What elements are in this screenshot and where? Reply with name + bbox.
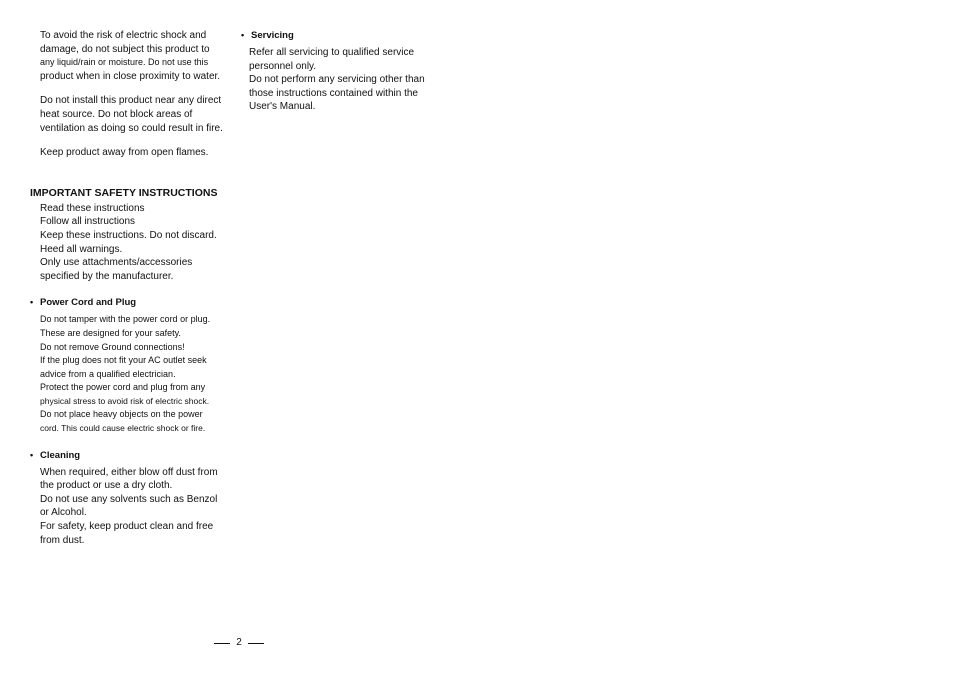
servicing-text [249, 46, 436, 114]
intro-paragraph-2 [40, 94, 230, 135]
section-title: Cleaning [40, 449, 81, 461]
text-line: Do not remove Ground connections! [40, 341, 185, 352]
bullet-icon: • [241, 30, 245, 40]
servicing-heading [241, 29, 436, 42]
intro-paragraph-3 [40, 146, 230, 160]
cleaning-text [40, 466, 230, 548]
text-line: advice from a qualified electrician. [40, 368, 176, 379]
left-column [30, 29, 230, 547]
page-number-text: 2 [236, 637, 242, 648]
text-line: Protect the power cord and plug from any [40, 382, 206, 393]
text-line: Do not perform any servicing other than [249, 74, 425, 86]
power-cord-text [40, 313, 230, 435]
text-line: specified by the manufacturer. [40, 270, 174, 282]
cleaning-heading [30, 449, 230, 462]
right-column [241, 29, 436, 114]
text-line: Heed all warnings. [40, 243, 123, 255]
text-line: Read these instructions [40, 202, 145, 214]
text-line: User's Manual. [249, 101, 316, 113]
intro-paragraph-1 [40, 29, 230, 83]
text-line: from dust. [40, 534, 85, 546]
text-line: product when in close proximity to water. [40, 70, 221, 82]
text-line: Follow all instructions [40, 216, 136, 228]
text-line: any liquid/rain or moisture. Do not use this [40, 57, 209, 68]
section-title: Power Cord and Plug [40, 297, 137, 309]
safety-heading: IMPORTANT SAFETY INSTRUCTIONS [30, 186, 218, 199]
text-line: heat source. Do not block areas of [40, 108, 193, 120]
text-line: or Alcohol. [40, 507, 87, 519]
page-number [213, 636, 265, 650]
bullet-icon: • [30, 449, 34, 460]
text-line: cord. This could cause electric shock or fire. [40, 423, 206, 434]
text-line: For safety, keep product clean and free [40, 521, 214, 533]
page-rule-left [214, 643, 230, 644]
text-line: those instructions contained within the [249, 87, 418, 99]
text-line: Do not install this product near any direct [40, 95, 222, 107]
text-line: Do not tamper with the power cord or plug. [40, 314, 211, 325]
text-line: Do not place heavy objects on the power [40, 409, 203, 420]
text-line: ventilation as doing so could result in fire. [40, 122, 223, 134]
text-line: When required, either blow off dust from [40, 466, 218, 478]
safety-list [40, 202, 230, 284]
text-line: physical stress to avoid risk of electric shock. [40, 395, 210, 406]
text-line: Keep product away from open flames. [40, 147, 209, 159]
page-rule-right [248, 643, 264, 644]
power-cord-heading [30, 296, 230, 309]
text-line: damage, do not subject this product to [40, 43, 210, 55]
section-title: Servicing [251, 30, 294, 41]
text-line: If the plug does not fit your AC outlet seek [40, 355, 207, 366]
text-line: To avoid the risk of electric shock and [40, 30, 207, 41]
text-line: Only use attachments/accessories [40, 257, 193, 269]
text-line: personnel only. [249, 60, 317, 72]
text-line: These are designed for your safety. [40, 327, 181, 338]
text-line: Keep these instructions. Do not discard. [40, 229, 217, 241]
bullet-icon: • [30, 297, 34, 308]
text-line: the product or use a dry cloth. [40, 480, 173, 492]
text-line: Refer all servicing to qualified service [249, 47, 415, 58]
text-line: Do not use any solvents such as Benzol [40, 493, 218, 505]
